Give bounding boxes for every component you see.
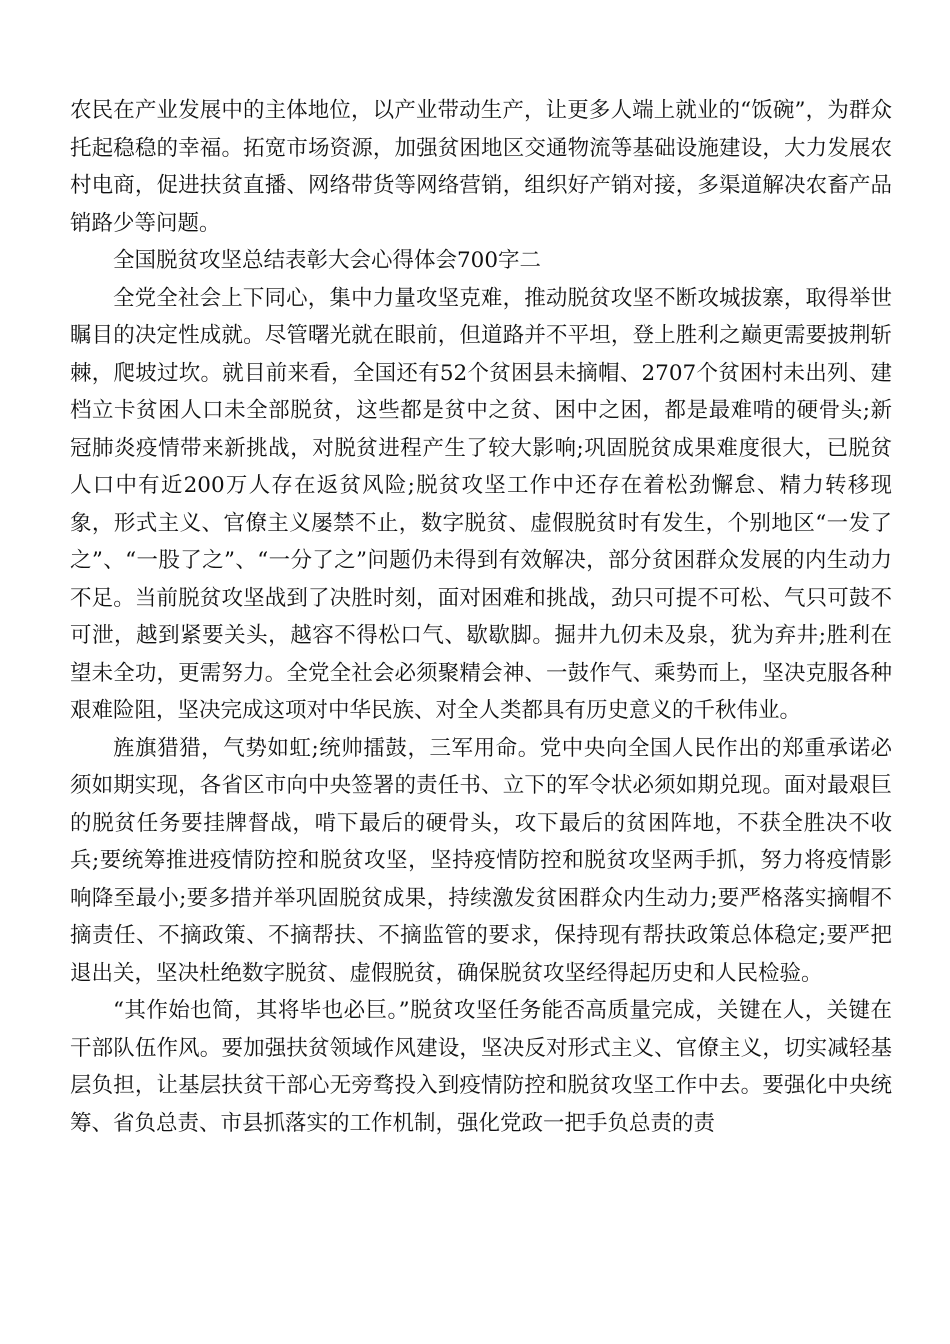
section-heading: 全国脱贫攻坚总结表彰大会心得体会700字二 bbox=[113, 248, 542, 273]
paragraph-3: “其作始也简，其将毕也必巨。”脱贫攻坚任务能否高质量完成，关键在人，关键在干部队伍作风。要加强扶贫领域作风建设，坚决反对形式主义、官僚主义，切实减轻基层负担，让基层扶贫干部心无旁骛投入到疫情防控和脱贫攻坚工作中去。要强化中央统筹、省负总责、市县抓落实的工作机制，强化党政一把手负总责的责 bbox=[70, 998, 892, 1136]
paragraph-1: 全党全社会上下同心，集中力量攻坚克难，推动脱贫攻坚不断攻城拔寨，取得举世瞩目的决定性成就。尽管曙光就在眼前，但道路并不平坦，登上胜利之巅更需要披荆斩棘，爬坡过坎。就目前来看，全国还有52个贫困县未摘帽、2707个贫困村未出列、建档立卡贫困人口未全部脱贫，这些都是贫中之贫、困中之困，都是最难啃的硬骨头;新冠肺炎疫情带来新挑战，对脱贫进程产生了较大影响;巩固脱贫成果难度很大，已脱贫人口中有近200万人存在返贫风险;脱贫攻坚工作中还存在着松劲懈怠、精力转移现象，形式主义、官僚主义屡禁不止，数字脱贫、虚假脱贫时有发生，个别地区“一发了之”、“一股了之”、“一分了之”问题仍未得到有效解决，部分贫困群众发展的内生动力不足。当前脱贫攻坚战到了决胜时刻，面对困难和挑战，劲只可提不可松、气只可鼓不可泄，越到紧要关头，越容不得松口气、歇歇脚。掘井九仞未及泉，犹为弃井;胜利在望未全功，更需努力。全党全社会必须聚精会神、一鼓作气、乘势而上，坚决克服各种艰难险阻，坚决完成这项对中华民族、对全人类都具有历史意义的千秋伟业。 bbox=[70, 285, 892, 723]
document-page bbox=[70, 92, 892, 1142]
paragraph-2: 旌旗猎猎，气势如虹;统帅擂鼓，三军用命。党中央向全国人民作出的郑重承诺必须如期实现，各省区市向中央签署的责任书、立下的军令状必须如期兑现。面对最艰巨的脱贫任务要挂牌督战，啃下最后的硬骨头，攻下最后的贫困阵地，不获全胜决不收兵;要统筹推进疫情防控和脱贫攻坚，坚持疫情防控和脱贫攻坚两手抓，努力将疫情影响降至最小;要多措并举巩固脱贫成果，持续激发贫困群众内生动力;要严格落实摘帽不摘责任、不摘政策、不摘帮扶、不摘监管的要求，保持现有帮扶政策总体稳定;要严把退出关，坚决杜绝数字脱贫、虚假脱贫，确保脱贫攻坚经得起历史和人民检验。 bbox=[70, 735, 892, 986]
paragraph-intro: 农民在产业发展中的主体地位，以产业带动生产，让更多人端上就业的“饭碗”，为群众托起稳稳的幸福。拓宽市场资源，加强贫困地区交通物流等基础设施建设，大力发展农村电商，促进扶贫直播、网络带货等网络营销，组织好产销对接，多渠道解决农畜产品销路少等问题。 bbox=[70, 98, 892, 236]
